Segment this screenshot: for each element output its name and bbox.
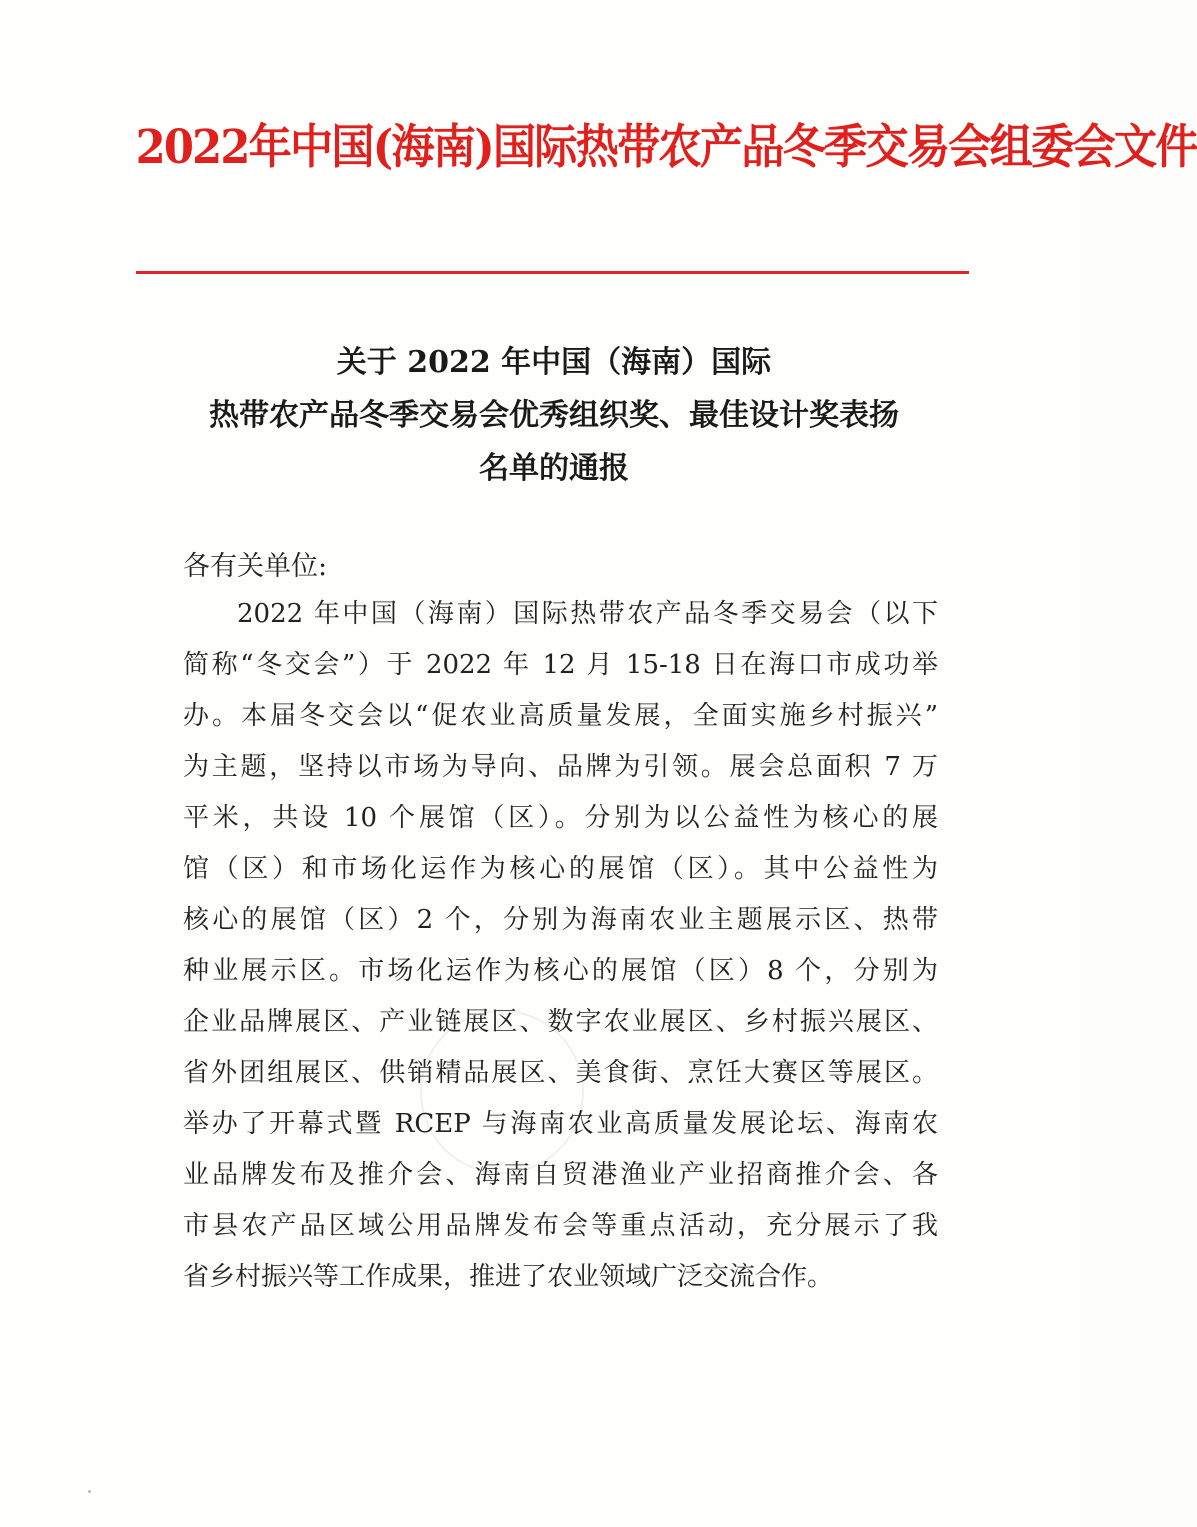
body-line: 为主题，坚持以市场为导向、品牌为引领。展会总面积 7 万 (183, 752, 938, 782)
body-line: 企业品牌展区、产业链展区、数字农业展区、乡村振兴展区、 (183, 1007, 938, 1037)
issuing-authority-header: 2022年中国(海南)国际热带农产品冬季交易会组委会文件 (135, 120, 1197, 175)
body-line: 平米，共设 10 个展馆（区）。分别为以公益性为核心的展 (183, 803, 938, 833)
body-line: 2022 年中国（海南）国际热带农产品冬季交易会（以下 (237, 599, 938, 629)
body-line: 核心的展馆（区）2 个，分别为海南农业主题展示区、热带 (183, 905, 938, 935)
salutation: 各有关单位: (183, 551, 328, 582)
body-line: 省乡村振兴等工作成果，推进了农业领域广泛交流合作。 (183, 1262, 834, 1292)
body-line: 举办了开幕式暨 RCEP 与海南农业高质量发展论坛、海南农 (183, 1109, 938, 1139)
body-paragraph (183, 589, 938, 1303)
body-line: 简称“冬交会”）于 2022 年 12 月 15-18 日在海口市成功举 (183, 650, 938, 680)
title-line-2: 热带农产品冬季交易会优秀组织奖、最佳设计奖表扬 (209, 398, 899, 433)
red-divider-line (136, 271, 969, 274)
body-line: 办。本届冬交会以“促农业高质量发展，全面实施乡村振兴” (183, 701, 938, 731)
body-line: 业品牌发布及推介会、海南自贸港渔业产业招商推介会、各 (183, 1160, 938, 1190)
document-title (120, 336, 988, 495)
title-line-3: 名单的通报 (479, 451, 629, 486)
body-line: 市县农产品区域公用品牌发布会等重点活动，充分展示了我 (183, 1211, 938, 1241)
scan-speck (88, 1490, 91, 1493)
body-line: 省外团组展区、供销精品展区、美食街、烹饪大赛区等展区。 (183, 1058, 938, 1088)
title-line-1: 关于 2022 年中国（海南）国际 (336, 345, 772, 380)
body-line: 种业展示区。市场化运作为核心的展馆（区）8 个，分别为 (183, 956, 938, 986)
body-line: 馆（区）和市场化运作为核心的展馆（区）。其中公益性为 (183, 854, 938, 884)
